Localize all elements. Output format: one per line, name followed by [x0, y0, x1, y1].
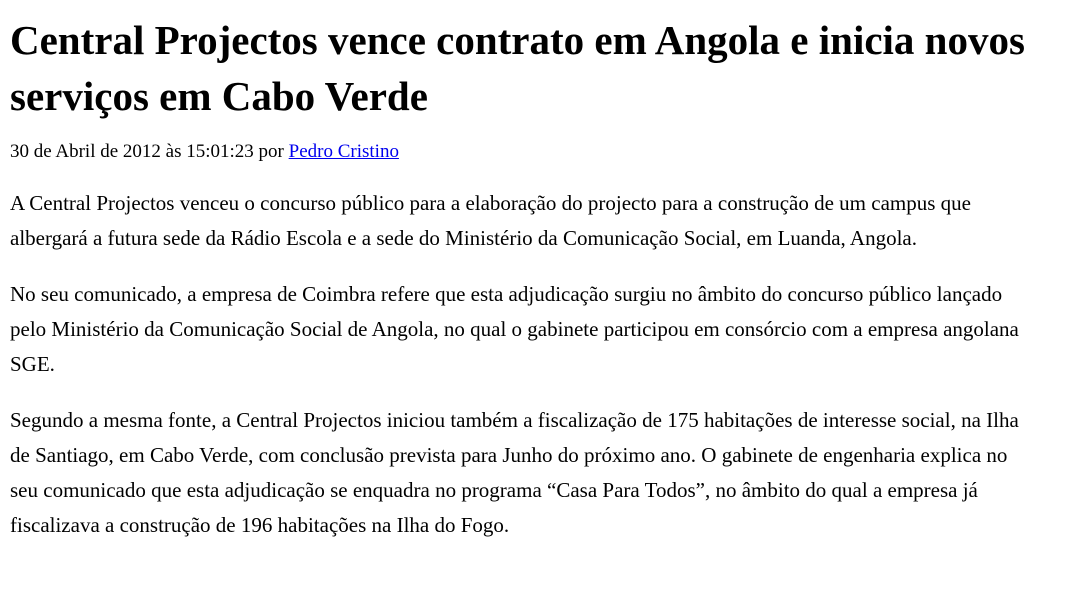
page-title: Central Projectos vence contrato em Angola e inicia novos serviços em Cabo Verde [10, 17, 1025, 120]
byline [10, 140, 1040, 165]
article-body [10, 186, 1040, 543]
article-paragraph: A Central Projectos venceu o concurso público para a elaboração do projecto para a construção de um campus que albergará a futura sede da Rádio Escola e a sede do Ministério da Comunicação Social, em Luanda, Angola. [10, 191, 971, 250]
author-link[interactable]: Pedro Cristino [288, 141, 399, 163]
byline-date: 30 de Abril de 2012 às 15:01:23 por [10, 141, 289, 163]
article-paragraph: Segundo a mesma fonte, a Central Projectos iniciou também a fiscalização de 175 habitações de interesse social, na Ilha de Santiago, em Cabo Verde, com conclusão prevista para Junho do próximo ano. O gabinete de engenharia explica no seu comunicado que esta adjudicação se enquadra no programa “Casa Para Todos”, no âmbito do qual a empresa já fiscalizava a construção de 196 habitações na Ilha do Fogo. [10, 408, 1019, 537]
article-paragraph: No seu comunicado, a empresa de Coimbra refere que esta adjudicação surgiu no âmbito do concurso público lançado pelo Ministério da Comunicação Social de Angola, no qual o gabinete participou em consórcio com a empresa angolana SGE. [10, 282, 1019, 376]
